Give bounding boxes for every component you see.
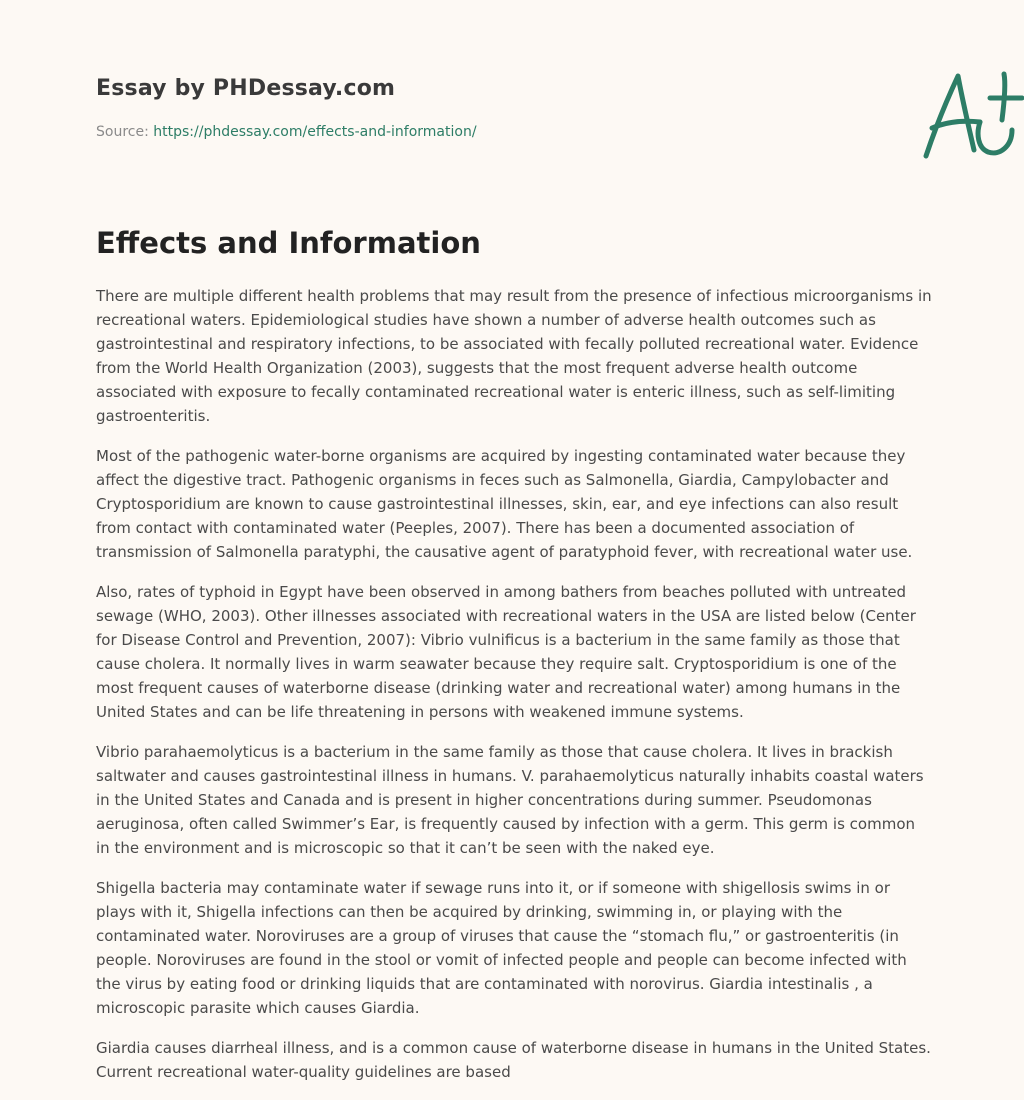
source-label: Source: xyxy=(96,124,149,140)
essay-body xyxy=(96,284,932,1100)
source-link[interactable]: https://phdessay.com/effects-and-information/ xyxy=(153,124,477,140)
site-title: Essay by PHDessay.com xyxy=(96,76,396,101)
essay-paragraph: Vibrio parahaemolyticus is a bacterium in the same family as those that cause cholera. It lives in brackish saltwater and causes gastrointestinal illness in humans. V. parahaemolyticus naturally inhabits coastal waters in the United States and Canada and is present in higher concentrations during summer. Pseudomonas aeruginosa, often called Swimmer’s Ear, is frequently caused by infection with a germ. This germ is common in the environment and is microscopic so that it can’t be seen with the naked eye. xyxy=(96,743,924,857)
essay-paragraph: Also, rates of typhoid in Egypt have been observed in among bathers from beaches polluted with untreated sewage (WHO, 2003). Other illnesses associated with recreational waters in the USA are listed below (Center for Disease Control and Prevention, 2007): Vibrio vulnificus is a bacterium in the same family as those that cause cholera. It normally lives in warm seawater because they require salt. Cryptosporidium is one of the most frequent causes of waterborne disease (drinking water and recreational water) among humans in the United States and can be life threatening in persons with weakened immune systems. xyxy=(96,583,916,721)
essay-paragraph: Shigella bacteria may contaminate water if sewage runs into it, or if someone with shigellosis swims in or plays with it, Shigella infections can then be acquired by drinking, swimming in, or playing with the contaminated water. Noroviruses are a group of viruses that cause the “stomach flu,” or gastroenteritis (in people. Noroviruses are found in the stool or vomit of infected people and people can become infected with the virus by eating food or drinking liquids that are contaminated with norovirus. Giardia intestinalis , a microscopic parasite which causes Giardia. xyxy=(96,879,907,1017)
essay-paragraph: There are multiple different health problems that may result from the presence of infectious microorganisms in recreational waters. Epidemiological studies have shown a number of adverse health outcomes such as gastrointestinal and respiratory infections, to be associated with fecally polluted recreational water. Evidence from the World Health Organization (2003), suggests that the most frequent adverse health outcome associated with exposure to fecally contaminated recreational water is enteric illness, such as self-limiting gastroenteritis. xyxy=(96,287,932,425)
essay-paragraph: Most of the pathogenic water-borne organisms are acquired by ingesting contaminated water because they affect the digestive tract. Pathogenic organisms in feces such as Salmonella, Giardia, Campylobacter and Cryptosporidium are known to cause gastrointestinal illnesses, skin, ear, and eye infections can also result from contact with contaminated water (Peeples, 2007). There has been a documented association of transmission of Salmonella paratyphi, the causative agent of paratyphoid fever, with recreational water use. xyxy=(96,447,913,561)
source-line xyxy=(96,124,477,140)
essay-title: Effects and Information xyxy=(96,226,481,260)
a-plus-logo-icon xyxy=(918,68,1024,164)
essay-paragraph: Giardia causes diarrheal illness, and is a common cause of waterborne disease in humans in the United States. Current recreational water-quality guidelines are based xyxy=(96,1039,931,1081)
